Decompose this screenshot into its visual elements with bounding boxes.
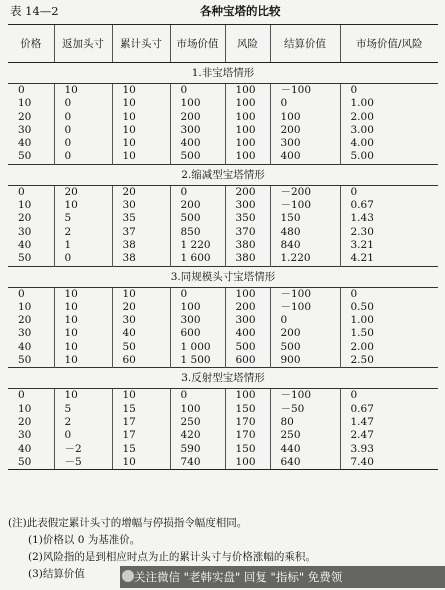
- table-row: [8, 212, 438, 225]
- table-cell: 500: [170, 150, 225, 164]
- table-cell: 20: [54, 185, 112, 199]
- table-cell: 200: [170, 111, 225, 124]
- table-cell: 10: [54, 287, 112, 301]
- table-cell: 1.47: [340, 416, 438, 429]
- table-cell: 80: [270, 416, 340, 429]
- table-cell: 20: [112, 301, 170, 314]
- table-body: [8, 63, 438, 470]
- table-cell: 10: [54, 84, 112, 98]
- wechat-logo-icon: [122, 570, 134, 582]
- table-cell: 740: [170, 456, 225, 470]
- table-cell: 0: [54, 124, 112, 137]
- table-cell: 0.67: [340, 199, 438, 212]
- table-cell: 100: [225, 84, 270, 98]
- table-row: [8, 239, 438, 252]
- table-cell: 840: [270, 239, 340, 252]
- table-row: [8, 150, 438, 164]
- section-row: [8, 368, 438, 389]
- table-cell: 15: [112, 403, 170, 416]
- table-number: 表 14—2: [10, 4, 59, 18]
- table-cell: 0: [170, 287, 225, 301]
- table-row: [8, 354, 438, 368]
- table-row: [8, 84, 438, 98]
- table-cell: 15: [112, 443, 170, 456]
- table-cell: 900: [270, 354, 340, 368]
- table-cell: 35: [112, 212, 170, 225]
- table-cell: 0: [54, 429, 112, 442]
- table-cell: 600: [170, 327, 225, 340]
- table-cell: 5.00: [340, 150, 438, 164]
- table-cell: 1.220: [270, 252, 340, 266]
- table-cell: －5: [54, 456, 112, 470]
- table-row: [8, 185, 438, 199]
- table-cell: 100: [170, 97, 225, 110]
- column-header-row: [8, 25, 438, 63]
- table-cell: 60: [112, 354, 170, 368]
- table-cell: 10: [54, 327, 112, 340]
- watermark-banner: [120, 566, 445, 588]
- table-cell: 20: [18, 415, 32, 428]
- table-row: [8, 252, 438, 266]
- section-title: 1.非宝塔情形: [8, 63, 438, 84]
- table-cell: －100: [270, 199, 340, 212]
- table-cell: 40: [18, 340, 32, 353]
- table-row: [8, 456, 438, 470]
- table-cell: 10: [54, 389, 112, 403]
- table-cell: 2.47: [340, 429, 438, 442]
- table-cell: 200: [225, 185, 270, 199]
- column-header: 市场价值: [170, 25, 225, 63]
- table-cell: 1.50: [340, 327, 438, 340]
- table-cell: 30: [18, 327, 32, 340]
- table-cell: 100: [225, 124, 270, 137]
- column-header: 结算价值: [270, 25, 340, 63]
- table-cell: －100: [270, 287, 340, 301]
- table-cell: 10: [18, 97, 32, 110]
- table-cell: 10: [112, 456, 170, 470]
- table-cell: 40: [18, 137, 32, 150]
- table-cell: 50: [18, 150, 32, 163]
- table-cell: 50: [8, 456, 54, 470]
- table-cell: 100: [225, 389, 270, 403]
- table-cell: 10: [18, 199, 32, 212]
- table-cell: 37: [112, 226, 170, 239]
- note-line: (2)风险指的是到相应时点为止的累计头寸与价格涨幅的乘积。: [28, 551, 316, 563]
- table-cell: 380: [225, 252, 270, 266]
- table-cell: －100: [270, 389, 340, 403]
- table-cell: 10: [112, 97, 170, 110]
- column-header: 市场价值/风险: [340, 25, 438, 63]
- table-cell: 0: [340, 84, 438, 98]
- table-cell: －2: [54, 443, 112, 456]
- table-cell: 30: [112, 314, 170, 327]
- table-cell: 200: [225, 301, 270, 314]
- table-cell: 600: [225, 354, 270, 368]
- table-cell: 0.67: [340, 403, 438, 416]
- table-cell: 4.00: [340, 137, 438, 150]
- table-cell: 0: [340, 389, 438, 403]
- table-cell: 0: [18, 84, 25, 96]
- note-line: (注)此表假定累计头寸的增幅与停损指令幅度相同。: [8, 517, 248, 529]
- table-cell: 10: [54, 341, 112, 354]
- table-cell: 200: [170, 199, 225, 212]
- table-cell: 10: [112, 150, 170, 164]
- table-cell: 100: [225, 97, 270, 110]
- table-cell: 500: [270, 341, 340, 354]
- table-cell: 250: [270, 429, 340, 442]
- table-cell: －100: [270, 301, 340, 314]
- table-cell: 40: [112, 327, 170, 340]
- table-cell: 0: [340, 287, 438, 301]
- table-cell: 300: [170, 124, 225, 137]
- table-cell: 10: [112, 137, 170, 150]
- table-cell: 7.40: [340, 456, 438, 470]
- table-cell: 38: [112, 239, 170, 252]
- table-cell: 200: [270, 124, 340, 137]
- table-cell: 0: [18, 185, 25, 198]
- table-cell: 400: [170, 137, 225, 150]
- table-cell: 150: [225, 443, 270, 456]
- table-cell: 1.00: [340, 314, 438, 327]
- table-cell: 10: [54, 314, 112, 327]
- table-cell: 10: [18, 402, 32, 415]
- table-cell: 440: [270, 443, 340, 456]
- table-cell: 0: [170, 389, 225, 403]
- table-cell: 100: [225, 111, 270, 124]
- table-cell: 100: [225, 150, 270, 164]
- table-cell: 500: [225, 341, 270, 354]
- table-cell: 100: [170, 403, 225, 416]
- table-cell: 5: [54, 403, 112, 416]
- table-cell: 50: [112, 341, 170, 354]
- table-cell: 100: [170, 301, 225, 314]
- table-cell: 50: [18, 252, 32, 265]
- table-cell: 2: [54, 416, 112, 429]
- table-cell: 0: [54, 150, 112, 164]
- column-header: 累计头寸: [112, 25, 170, 63]
- table-cell: 300: [270, 137, 340, 150]
- table-row: [8, 314, 438, 327]
- table-header: [10, 3, 435, 21]
- table-row: [8, 429, 438, 442]
- table-cell: 2.00: [340, 111, 438, 124]
- table-cell: 100: [225, 287, 270, 301]
- table-cell: 0: [54, 97, 112, 110]
- table-cell: 0: [54, 137, 112, 150]
- table-cell: 4.21: [340, 252, 438, 266]
- table-cell: 0: [54, 111, 112, 124]
- table-row: [8, 443, 438, 456]
- table-cell: 0: [18, 389, 25, 402]
- column-header: 风险: [225, 25, 270, 63]
- section-row: [8, 164, 438, 185]
- table-cell: 1 000: [170, 341, 225, 354]
- table-cell: 10: [54, 354, 112, 368]
- table-row: [8, 226, 438, 239]
- table-cell: 3.00: [340, 124, 438, 137]
- table-cell: 30: [18, 225, 32, 238]
- table-cell: 3.93: [340, 443, 438, 456]
- table-cell: 30: [112, 199, 170, 212]
- table-cell: 10: [112, 84, 170, 98]
- table-cell: 300: [170, 314, 225, 327]
- note-line: (1)价格以 0 为基准价。: [28, 534, 141, 546]
- table-cell: 10: [18, 300, 32, 313]
- table-cell: 50: [18, 354, 32, 367]
- table-row: [8, 124, 438, 137]
- table-cell: 400: [225, 327, 270, 340]
- table-cell: 0: [54, 252, 112, 266]
- table-cell: 17: [112, 416, 170, 429]
- table-cell: 0: [270, 314, 340, 327]
- table-cell: 20: [18, 110, 32, 123]
- table-cell: 0: [18, 287, 25, 300]
- table-cell: 20: [18, 212, 32, 225]
- table-cell: 0.50: [340, 301, 438, 314]
- table-row: [8, 287, 438, 301]
- table-cell: 250: [170, 416, 225, 429]
- table-cell: 10: [112, 111, 170, 124]
- table-cell: 2.30: [340, 226, 438, 239]
- table-cell: 150: [225, 403, 270, 416]
- table-cell: 640: [270, 456, 340, 470]
- table-row: [8, 403, 438, 416]
- table-cell: 10: [112, 287, 170, 301]
- section-row: [8, 63, 438, 84]
- table-row: [8, 416, 438, 429]
- table-cell: 1 220: [170, 239, 225, 252]
- table-cell: 1 500: [170, 354, 225, 368]
- table-cell: 1.43: [340, 212, 438, 225]
- table-cell: 420: [170, 429, 225, 442]
- table-cell: 20: [112, 185, 170, 199]
- table-cell: 480: [270, 226, 340, 239]
- table-row: [8, 137, 438, 150]
- table-cell: 2.00: [340, 341, 438, 354]
- table-cell: 0: [170, 185, 225, 199]
- table-cell: 0: [340, 185, 438, 199]
- table-title: 各种宝塔的比较: [200, 4, 281, 18]
- watermark-text: 关注微信 "老韩实盘" 回复 "指标" 免费领: [134, 570, 343, 584]
- table-cell: －100: [270, 84, 340, 98]
- table-cell: 10: [54, 199, 112, 212]
- table-cell: 1: [54, 239, 112, 252]
- table-cell: 380: [225, 239, 270, 252]
- table-cell: 400: [270, 150, 340, 164]
- table-cell: 350: [225, 212, 270, 225]
- table-cell: 10: [112, 389, 170, 403]
- table-cell: －50: [270, 403, 340, 416]
- table-cell: 3.21: [340, 239, 438, 252]
- section-title: 3.反射型宝塔情形: [8, 368, 438, 389]
- table-cell: 100: [225, 137, 270, 150]
- table-row: [8, 97, 438, 110]
- table-cell: 30: [18, 429, 32, 442]
- section-row: [8, 266, 438, 287]
- table-row: [8, 301, 438, 314]
- table-cell: 200: [270, 327, 340, 340]
- column-header: 价格: [8, 25, 54, 63]
- table-cell: 10: [112, 124, 170, 137]
- table-cell: 40: [18, 238, 32, 251]
- table-cell: 1 600: [170, 252, 225, 266]
- section-title: 2.缩减型宝塔情形: [8, 164, 438, 185]
- pyramid-comparison-table: [8, 24, 438, 470]
- table-cell: 170: [225, 429, 270, 442]
- table-row: [8, 111, 438, 124]
- table-cell: 0: [270, 97, 340, 110]
- column-header: 返加头寸: [54, 25, 112, 63]
- table-row: [8, 327, 438, 340]
- table-row: [8, 389, 438, 403]
- table-cell: 17: [112, 429, 170, 442]
- table-cell: 500: [170, 212, 225, 225]
- table-cell: 1.00: [340, 97, 438, 110]
- table-row: [8, 341, 438, 354]
- table-cell: 2.50: [340, 354, 438, 368]
- table-cell: 30: [18, 123, 32, 136]
- table-cell: －200: [270, 185, 340, 199]
- table-cell: 300: [225, 199, 270, 212]
- note-line: (3)结算价值: [28, 568, 85, 580]
- table-cell: 10: [54, 301, 112, 314]
- table-cell: 590: [170, 443, 225, 456]
- table-cell: 170: [225, 416, 270, 429]
- table-cell: 5: [54, 212, 112, 225]
- table-cell: 40: [18, 442, 32, 455]
- table-cell: 2: [54, 226, 112, 239]
- table-cell: 100: [225, 456, 270, 470]
- table-cell: 370: [225, 226, 270, 239]
- table-cell: 20: [18, 314, 32, 327]
- table-cell: 850: [170, 226, 225, 239]
- table-cell: 38: [112, 252, 170, 266]
- table-cell: 300: [225, 314, 270, 327]
- table-cell: 100: [270, 111, 340, 124]
- table-cell: 0: [170, 84, 225, 98]
- section-title: 3.同规模头寸宝塔情形: [8, 266, 438, 287]
- table-cell: 150: [270, 212, 340, 225]
- table-row: [8, 199, 438, 212]
